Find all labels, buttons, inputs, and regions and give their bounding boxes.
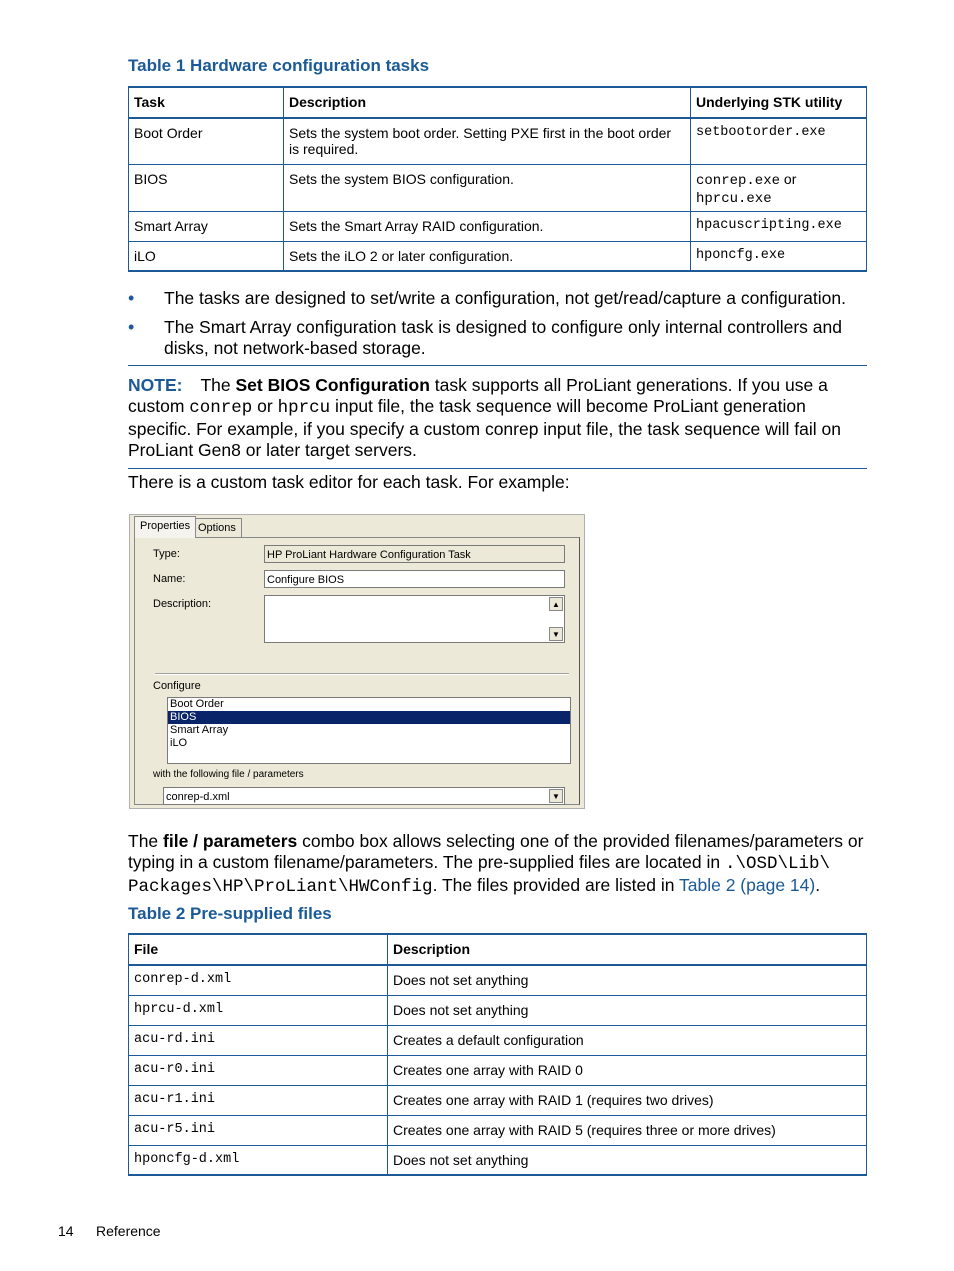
list-item [128,317,868,359]
note-text: input file, the task sequence will become ProLiant generation specific. For example, if you specify a custom conrep input file, the task sequence will fail on ProLiant Gen8 or later target servers. [128,396,841,460]
description-field[interactable] [264,595,565,643]
file-cell: hprcu-d.xml [129,995,388,1025]
header-file: File [129,934,388,965]
utility-cell: setbootorder.exe [691,118,867,164]
note-box [128,365,867,469]
bullet-icon: • [128,288,135,308]
file-parameters-label: with the following file / parameters [153,769,304,780]
table-row [129,1115,867,1145]
table-row [129,1085,867,1115]
configure-listbox[interactable] [167,697,571,764]
utility-cell: hpacuscripting.exe [691,211,867,241]
utility-cell: hponcfg.exe [691,241,867,271]
table-row [129,118,867,164]
description-cell: Does not set anything [388,995,867,1025]
task-editor-dialog [129,514,585,809]
table-row [129,241,867,271]
properties-panel [134,537,580,805]
page-number: 14 [58,1223,74,1239]
description-cell: Creates a default configuration [388,1025,867,1055]
type-label: Type: [153,548,180,560]
tab-options[interactable]: Options [192,518,242,538]
table-row [129,1145,867,1175]
table-row [129,164,867,211]
description-cell: Does not set anything [388,965,867,995]
table-row [129,995,867,1025]
note-bold: Set BIOS Configuration [235,375,430,395]
description-label: Description: [153,598,212,610]
list-item-selected[interactable]: BIOS [168,711,570,724]
file-cell: acu-r0.ini [129,1055,388,1085]
table-row [129,1025,867,1055]
list-item[interactable]: iLO [170,737,188,749]
table-row [129,1055,867,1085]
para-text: combo box allows selecting one of the provided filenames/parameters or typing in a custom filename/parameters. The pre-supplied files are located in [128,831,864,872]
scroll-up-icon[interactable]: ▲ [549,597,563,611]
note-code: conrep [189,398,253,418]
header-utility: Underlying STK utility [691,87,867,118]
task-cell: BIOS [129,164,284,211]
note-text: task supports all ProLiant generations. If you use a custom [128,375,828,416]
utility-or: or [780,170,797,187]
file-cell: acu-r1.ini [129,1085,388,1115]
divider [155,673,569,675]
description-cell: Creates one array with RAID 5 (requires three or more drives) [388,1115,867,1145]
utility-name: conrep.exe [696,172,781,189]
table1-caption: Table 1 Hardware configuration tasks [128,56,430,75]
list-item[interactable]: Smart Array [170,724,229,736]
note-text: or [252,396,278,416]
description-cell: Sets the system boot order. Setting PXE first in the boot order is required. [284,118,691,164]
bullet-list [128,288,868,367]
bullet-text: The tasks are designed to set/write a configuration, not get/read/capture a configuration. [164,288,846,308]
list-item [128,288,868,309]
para-bold: file / parameters [163,831,298,851]
note-code: hprcu [277,398,331,418]
configure-label: Configure [153,680,201,692]
path-code: .\OSD\Lib\ Packages\HP\ProLiant\HWConfig [128,854,830,897]
table2-caption: Table 2 Pre-supplied files [128,904,332,923]
file-parameters-combobox[interactable] [163,787,565,805]
table2-link[interactable]: Table 2 (page 14) [679,875,816,895]
file-cell: acu-r5.ini [129,1115,388,1145]
table-header-row [129,934,867,965]
file-cell: conrep-d.xml [129,965,388,995]
task-cell: iLO [129,241,284,271]
description-cell: Sets the system BIOS configuration. [284,164,691,211]
file-cell: hponcfg-d.xml [129,1145,388,1175]
para-text: . The files provided are listed in [432,875,679,895]
pre-supplied-files-table [128,933,867,1176]
description-cell: Sets the Smart Array RAID configuration. [284,211,691,241]
bullet-text: The Smart Array configuration task is designed to configure only internal controllers and disks, not network-based storage. [164,317,842,358]
type-field: HP ProLiant Hardware Configuration Task [264,545,565,563]
name-field[interactable]: Configure BIOS [264,570,565,588]
note-label: NOTE: [128,375,183,395]
para-text: The [128,831,164,851]
chevron-down-icon[interactable]: ▼ [549,789,563,803]
combo-box-paragraph [128,831,868,898]
para-text: . [815,875,821,895]
file-cell: acu-rd.ini [129,1025,388,1055]
section-name: Reference [96,1223,161,1239]
combobox-value: conrep-d.xml [166,791,230,803]
hardware-tasks-table [128,86,867,272]
description-cell: Creates one array with RAID 1 (requires two drives) [388,1085,867,1115]
header-description: Description [388,934,867,965]
description-cell: Sets the iLO 2 or later configuration. [284,241,691,271]
table-header-row [129,87,867,118]
task-cell: Boot Order [129,118,284,164]
table-row [129,965,867,995]
description-cell: Does not set anything [388,1145,867,1175]
note-text: The [200,375,236,395]
bullet-icon: • [128,317,135,337]
table-row [129,211,867,241]
scroll-down-icon[interactable]: ▼ [549,627,563,641]
utility-cell [691,164,867,211]
header-task: Task [129,87,284,118]
header-description: Description [284,87,691,118]
description-cell: Creates one array with RAID 0 [388,1055,867,1085]
list-item[interactable]: Boot Order [170,698,224,710]
intro-paragraph: There is a custom task editor for each task. For example: [128,472,570,492]
tab-properties[interactable]: Properties [134,516,196,538]
name-label: Name: [153,573,186,585]
task-cell: Smart Array [129,211,284,241]
utility-name-2: hprcu.exe [696,190,772,207]
